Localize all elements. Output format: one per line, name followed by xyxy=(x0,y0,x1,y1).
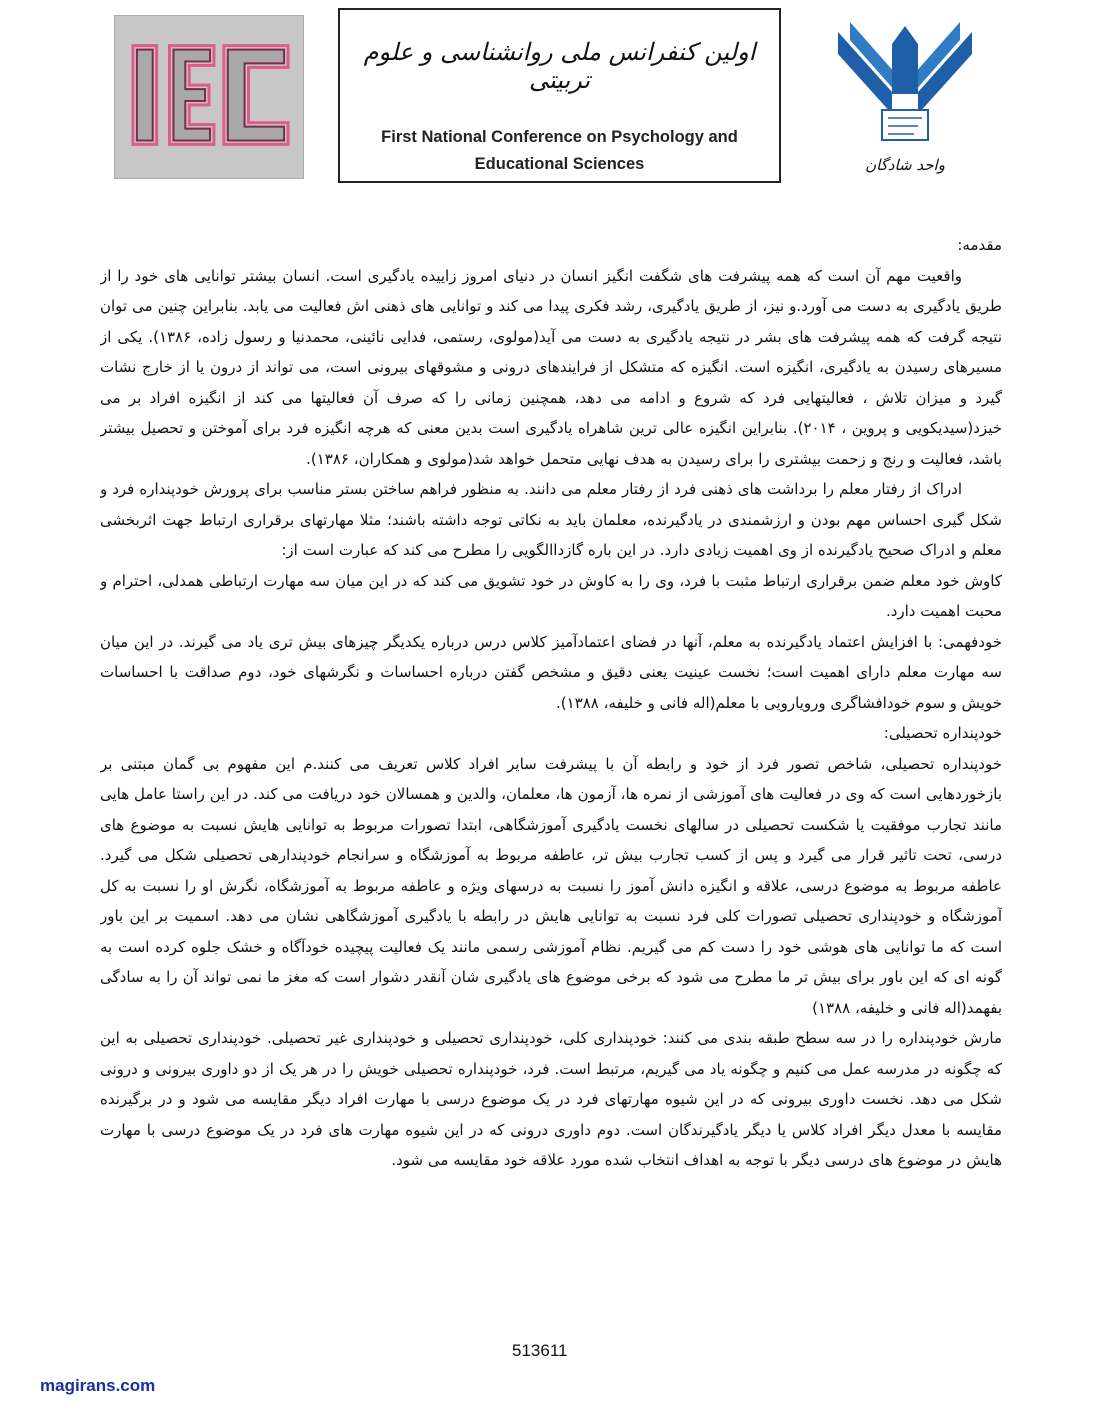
conference-banner xyxy=(338,8,781,183)
banner-title-en-line2: Educational Sciences xyxy=(474,155,645,173)
paragraph-6: مارش خودپنداره را در سه سطح طبقه بندی می کنند: خودپنداری کلی، خودپنداری تحصیلی و خودپنداری غیر تحصیلی. خودپنداری تحصیلی به این که چگونه در مدرسه عمل می کنیم و چگونه یاد می گیریم، مرتبط است. فرد، خودپنداره تحصیلی خویش را در هر یک از دو داوری بیرونی و درونی شکل می دهد. نخست داوری بیرونی که در این شیوه مهارتهای فرد در یک موضوع درسی با مهارت افراد دیگر مقایسه می شود و در برگیرنده مقایسه با معدل دیگر افراد کلاس یا دیگر یادگیرندگان است. دوم داوری درونی که در این شیوه مهارت های فرد در یک موضوع درسی با مهارت هایش در موضوع های درسی دیگر با توجه به اهداف انتخاب شده مورد علاقه خود مقایسه می شود. xyxy=(100,1029,1002,1169)
intro-heading: مقدمه: xyxy=(957,236,1002,254)
article-body xyxy=(100,230,1002,1365)
paragraph-4: خودفهمی: با افزایش اعتماد یادگیرنده به معلم، آنها در فضای اعتمادآمیز کلاس درس درباره یکدیگر چیزهای بیش تری یاد می گیرند. در این میان سه مهارت معلم دارای اهمیت است؛ نخست عینیت یعنی دقیق و مشخص گفتن درباره احساسات و نگرشهای خود، دوم صداقت با احساسات خویش و سوم خودافشاگری ورویارویی با معلم(اله فانی و خلیفه، ۱۳۸۸). xyxy=(100,632,1002,712)
banner-title-en-line1: First National Conference on Psychology and xyxy=(381,128,738,146)
iec-logo-graphic xyxy=(115,16,303,178)
paragraph-5: خودپنداره تحصیلی، شاخص تصور فرد از خود و رابطه آن با پیشرفت سایر افراد کلاس تعریف می کنند.م این مفهوم بی گمان مبتنی بر بازخوردهایی است که وی در فعالیت های آموزشی از نمره ها، آزمون ها، معلمان، والدین و همسالان خود دریافت می کند. در این راستا عامل هایی مانند تجارب موفقیت یا شکست تحصیلی در سالهای نخست یادگیری آموزشگاهی، ابتدا تصورات مربوط به توانایی هایش نسبت به موضوع های درسی، تحت تاثیر قرار می گیرد و پس از کسب تجارب بیش تر، عاطفه مربوط به آموزشگاه و سرانجام خودپندارهی تحصیلی شکل می گیرد. عاطفه مربوط به موضوع درسی، علاقه و انگیزه دانش آموز را نسبت به درسهای ویژه و عاطفه مربوط به آموزشگاه، نگرش او را نسبت به کل آموزشگاه و خودپنداری تحصیلی تصورات کلی فرد نسبت به توانایی هایش در رابطه با یادگیری آموزشگاهی نشان می دهد. اسمیت بر این باور است که ما توانایی های هوشی خود را دست کم می گیریم. نظام آموزشی رسمی مانند یک فعالیت پیچیده خودآگاه و خشک جلوه کرده است به گونه ای که این باور برای بیش تر ما مطرح می شود که برخی موضوع های یادگیری شان آنقدر دشوار است که مغز ما نمی تواند آن را به سادگی بفهمد(اله فانی و خلیفه، ۱۳۸۸) xyxy=(100,754,1002,1017)
academic-self-concept-heading: خودپنداره تحصیلی: xyxy=(883,724,1002,742)
paragraph-3: کاوش خود معلم ضمن برقراری ارتباط مثبت با فرد، وی را به کاوش در خود تشویق می کند که در این میان سه مهارت ارتباطی همدلی، احترام و محبت اهمیت دارد. xyxy=(100,571,1002,620)
azad-university-emblem xyxy=(830,14,980,154)
paragraph-1: واقعیت مهم آن است که همه پیشرفت های شگفت انگیز انسان در دنیای امروز زاییده یادگیری است. انسان بیشتر توانایی های خود را از طریق یادگیری به دست می آورد.و نیز، از طریق یادگیری، رشد فکری پیدا می کند و توانایی های ذهنی اش فعالیت می یابد. بنابراین چنین می توان نتیجه گرفت که همه پیشرفت های بشر در نتیجه یادگیری به دست می آید(مولوی، رستمی، فدایی نائینی، محمدنیا و رسول زاده، ۱۳۸۶). یکی از مسیرهای رسیدن به یادگیری، انگیزه است. انگیزه که متشکل از فرایندهای درونی و مشوقهای بیرونی است، می تواند از درون یا از خارج نشات گیرد و میزان تلاش ، فعالیتهایی فرد که شروع و ادامه می دهد، همچنین زمانی را که صرف آن فعالیتها می کند از انگیزه افراد بر می خیزد(سیدیکویی و پروین ، ۲۰۱۴). بنابراین انگیزه عالی ترین شاهراه یادگیری است بدین معنی که هرچه انگیزه فرد برای آموختن و تحصیل بیشتر باشد، فعالیت و رنج و زحمت بیشتری را برای رسیدن به هدف نهایی متحمل خواهد شد(مولوی و همکاران، ۱۳۸۶). xyxy=(100,266,1002,468)
logo-caption: واحد شادگان xyxy=(865,156,945,174)
magirans-link[interactable]: magirans.com xyxy=(40,1376,156,1395)
banner-title-en xyxy=(340,124,779,178)
page-number: 513611 xyxy=(512,1341,568,1360)
banner-title-fa: اولین کنفرانس ملی روانشناسی و علوم تربیتی xyxy=(363,38,756,94)
azad-university-logo xyxy=(830,14,980,184)
page-header xyxy=(0,0,1100,200)
paragraph-2: ادراک از رفتار معلم را برداشت های ذهنی فرد از رفتار معلم می دانند. به منظور فراهم ساختن بستر مناسب برای پرورش خودپنداره فرد و شکل گیری احساس مهم بودن و ارزشمندی در یادگیرنده، معلمان باید به نکاتی توجه داشته باشند؛ مثلا مهارتهای برقراری ارتباط جهت اثربخشی معلم و ادراک صحیح یادگیرنده از وی اهمیت زیادی دارد. در این باره گازداالگویی را مطرح می کند که عبارت است از: xyxy=(100,480,1002,559)
iec-logo xyxy=(114,15,304,179)
